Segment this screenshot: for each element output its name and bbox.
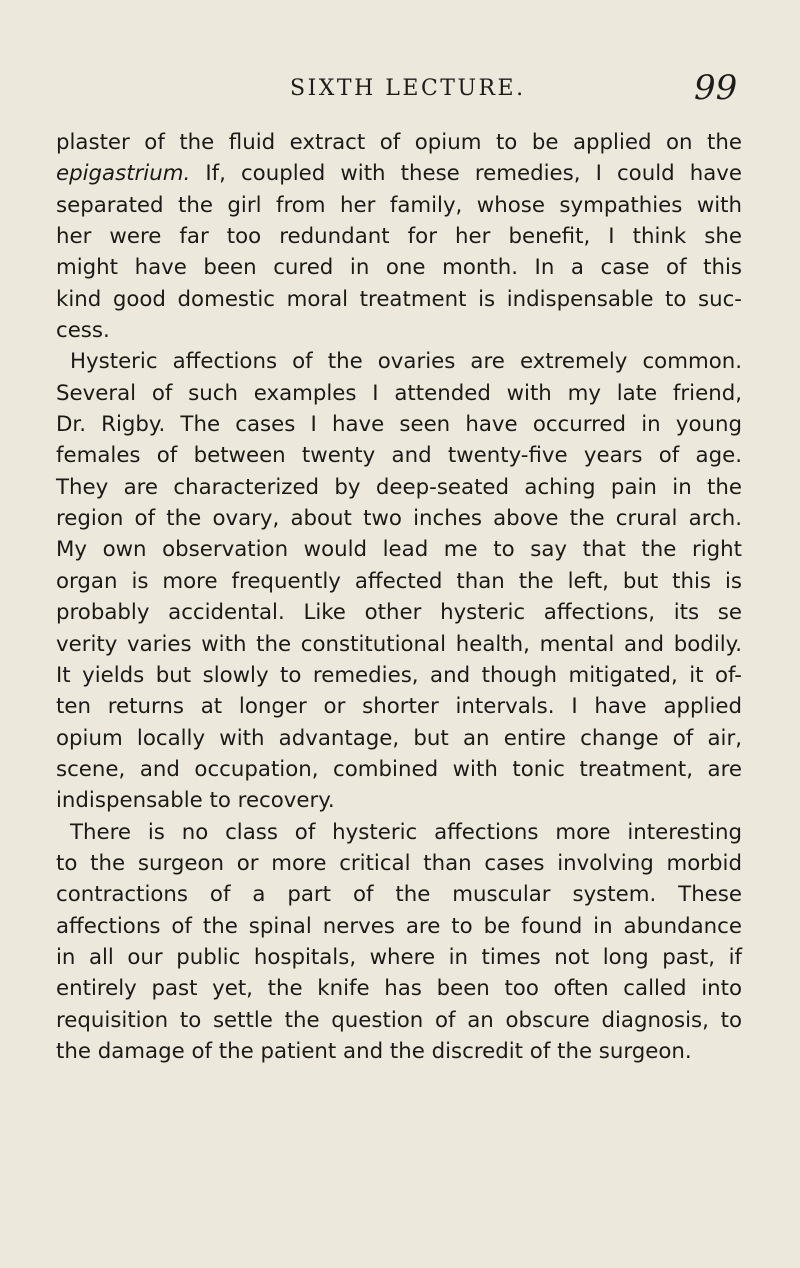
text-line: Several of such examples I attended with my late friend, [56, 380, 742, 406]
running-header [0, 68, 800, 114]
text-line: cess. [56, 318, 110, 344]
text-line: region of the ovary, about two inches above the crural arch. [56, 506, 742, 532]
text-line: entirely past yet, the knife has been too often called into [56, 976, 742, 1002]
italic-term: epigastrium. [56, 161, 191, 187]
text-line: indispensable to recovery. [56, 788, 335, 814]
text-line: in all our public hospitals, where in times not long past, if [56, 944, 742, 970]
text-line: the damage of the patient and the discredit of the surgeon. [56, 1038, 692, 1064]
text-line: My own observation would lead me to say that the right [56, 537, 742, 563]
text-line: females of between twenty and twenty-five years of age. [56, 443, 742, 469]
body-text [56, 127, 742, 1067]
text-line: separated the girl from her family, whose sympathies with [56, 192, 742, 218]
text-line: organ is more frequently affected than the left, but this is [56, 568, 742, 594]
text-line: epigastrium. If, coupled with these remedies, I could have [56, 161, 742, 187]
text-line: opium locally with advantage, but an entire change of air, [56, 725, 742, 751]
text-line: might have been cured in one month. In a case of this [56, 255, 742, 281]
text-line: to the surgeon or more critical than cases involving morbid [56, 850, 742, 876]
paragraph-start: Hysteric affections of the ovaries are extremely common. [70, 349, 742, 375]
text-line: scene, and occupation, combined with tonic treatment, are [56, 756, 742, 782]
text-line: ten returns at longer or shorter intervals. I have applied [56, 694, 742, 720]
text-line: It yields but slowly to remedies, and though mitigated, it of- [56, 662, 742, 688]
text-line: plaster of the fluid extract of opium to be applied on the [56, 130, 742, 155]
text-line: probably accidental. Like other hysteric affections, its se [56, 600, 742, 626]
text-line: They are characterized by deep-seated aching pain in the [56, 474, 742, 500]
text-line: Dr. Rigby. The cases I have seen have occurred in young [56, 412, 742, 438]
chapter-heading: SIXTH LECTURE. [290, 76, 526, 101]
text-line: requisition to settle the question of an obscure diagnosis, to [56, 1007, 742, 1033]
text-line: kind good domestic moral treatment is indispensable to suc- [56, 286, 742, 312]
paragraph-start: There is no class of hysteric affections more interesting [70, 819, 742, 845]
page-number: 99 [694, 68, 738, 108]
text-line: verity varies with the constitutional health, mental and bodily. [56, 631, 742, 657]
text-line: contractions of a part of the muscular system. These [56, 882, 742, 908]
text-line: her were far too redundant for her benefit, I think she [56, 224, 742, 250]
text-line: affections of the spinal nerves are to be found in abundance [56, 913, 742, 939]
